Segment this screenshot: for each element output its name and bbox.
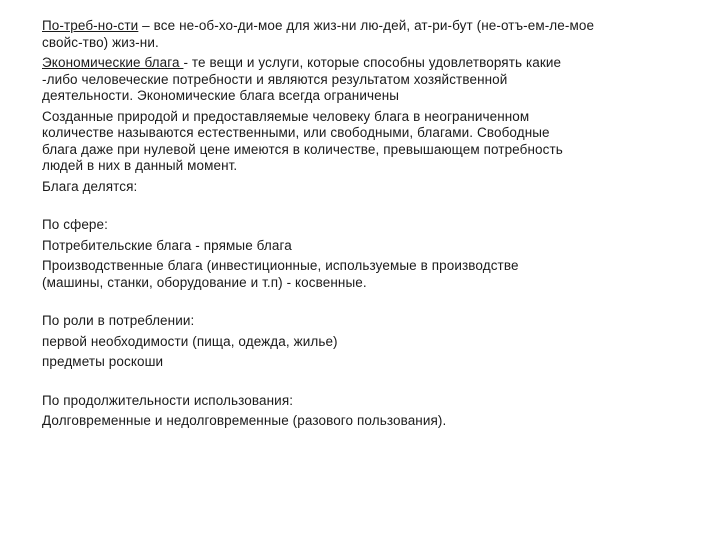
- needs-term: По-треб-но-сти: [42, 18, 139, 33]
- free-goods-line-1: Созданные природой и предоставляемые человеку блага в неограниченном: [42, 108, 530, 124]
- duration-heading: По продолжительности использования:: [42, 392, 294, 408]
- free-goods-line-3: блага даже при нулевой цене имеются в количестве, превышающем потребность: [42, 141, 563, 157]
- sphere-heading: По сфере:: [42, 217, 108, 232]
- consumer-goods-line: Потребительские блага - прямые блага: [42, 237, 292, 253]
- division-heading: Блага делятся:: [42, 178, 138, 194]
- free-goods-line-4: людей в них в данный момент.: [42, 158, 238, 173]
- needs-definition-line-1: [42, 18, 702, 35]
- duration-item: Долговременные и недолговременные (разового пользования).: [42, 413, 447, 428]
- slide-text: [42, 18, 702, 430]
- economic-goods-line-3: деятельности. Экономические блага всегда ограничены: [42, 88, 400, 103]
- role-item-necessity: первой необходимости (пища, одежда, жилье): [42, 333, 338, 349]
- production-goods-line-1: Производственные блага (инвестиционные, используемые в производстве: [42, 258, 519, 273]
- economic-goods-line-1: [42, 55, 702, 72]
- role-item-luxury: предметы роскоши: [42, 354, 164, 369]
- production-goods-line-2: (машины, станки, оборудование и т.п) - косвенные.: [42, 274, 367, 290]
- economic-goods-text: - те вещи и услуги, которые способны удовлетворять какие: [183, 55, 562, 70]
- free-goods-line-2: количестве называются естественными, или свободными, благами. Свободные: [42, 125, 550, 140]
- economic-goods-term: Экономические блага: [42, 55, 184, 70]
- needs-definition-line-2: свойс-тво) жиз-ни.: [42, 34, 159, 50]
- economic-goods-line-2: -либо человеческие потребности и являются результатом хозяйственной: [42, 71, 508, 87]
- role-heading: По роли в потреблении:: [42, 313, 195, 328]
- needs-definition-text: – все не-об-хо-ди-мое для жиз-ни лю-дей, ат-ри-бут (не-отъ-ем-ле-мое: [138, 18, 595, 33]
